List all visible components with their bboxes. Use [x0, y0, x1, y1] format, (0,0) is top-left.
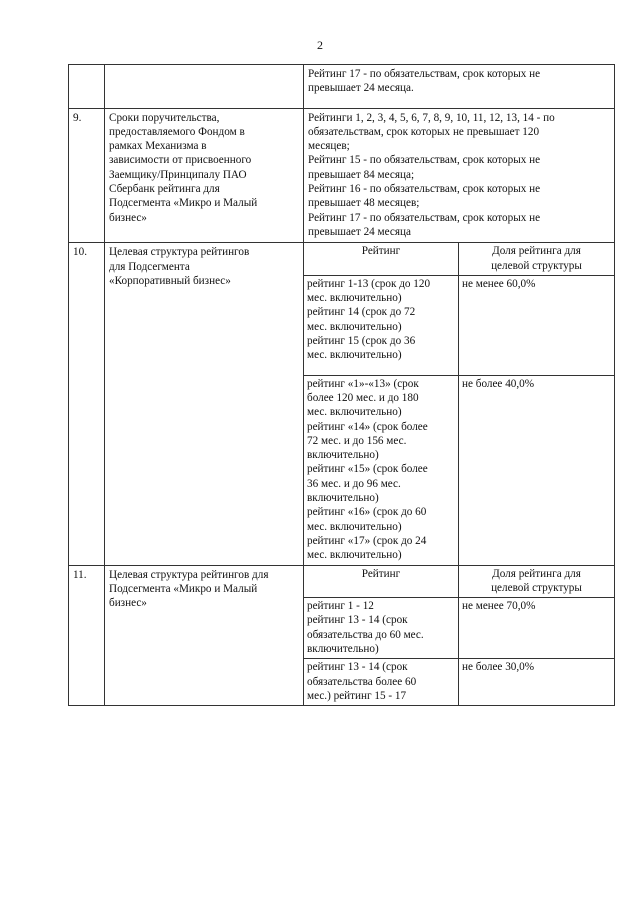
text-line: включительно): [307, 449, 379, 462]
row-number: 10.: [69, 243, 105, 565]
text-line: мес.) рейтинг 15 - 17: [307, 689, 407, 702]
text-line: целевой структуры: [491, 259, 582, 272]
text-line: Рейтинг 16 - по обязательствам, срок которых не: [308, 183, 541, 196]
text-line: более 120 мес. и до 180: [307, 391, 419, 404]
rating-column-header: Рейтинг: [304, 566, 459, 598]
row-description: [105, 565, 304, 706]
text-line: рейтинг «1»-«13» (срок: [307, 377, 419, 390]
row-number: 11.: [69, 565, 105, 706]
text-line: обязательства до 60 мес.: [307, 628, 424, 641]
share-column-header: [459, 566, 615, 598]
text-line: Рейтинги 1, 2, 3, 4, 5, 6, 7, 8, 9, 10, 11, 12, 13, 14 - по: [308, 111, 555, 124]
text-line: превышает 48 месяцев;: [308, 197, 420, 210]
text-line: включительно): [307, 492, 379, 505]
inner-row: [304, 375, 614, 564]
text-line: мес. включительно): [307, 349, 402, 362]
text-line: зависимости от присвоенного: [109, 154, 252, 167]
share-cell: не менее 70,0%: [459, 598, 615, 659]
rating-structure-cell: [304, 243, 615, 565]
text-line: рейтинг 13 - 14 (срок: [307, 661, 408, 674]
inner-header-row: [304, 566, 614, 598]
rating-structure-cell: [304, 565, 615, 706]
row-number-cell: [69, 65, 105, 109]
share-column-header: [459, 243, 615, 275]
text-line: Доля рейтинга для: [492, 245, 581, 258]
text-line: рейтинг «15» (срок более: [307, 463, 428, 476]
text-line: Рейтинг 15 - по обязательствам, срок которых не: [308, 154, 541, 167]
page-number: 2: [317, 38, 323, 52]
rating-cell: [304, 375, 459, 564]
text-line: Целевая структура рейтингов: [109, 246, 250, 259]
text-line: 72 мес. и до 156 мес.: [307, 434, 407, 447]
row-number: 9.: [69, 108, 105, 243]
text-line: «Корпоративный бизнес»: [109, 274, 231, 287]
text-line: Рейтинг 17 - по обязательствам, срок которых не: [308, 68, 541, 80]
inner-row: [304, 275, 614, 375]
text-line: рейтинг 13 - 14 (срок: [307, 614, 408, 627]
table-row-10: [69, 243, 615, 565]
text-line: бизнес»: [109, 597, 147, 610]
inner-row: [304, 598, 614, 659]
table-row-11: [69, 565, 615, 706]
rating-cell: [304, 598, 459, 659]
rating-column-header: Рейтинг: [304, 243, 459, 275]
text-line: Рейтинг 17 - по обязательствам, срок которых не: [308, 211, 541, 224]
text-line: мес. включительно): [307, 292, 402, 305]
text-line: бизнес»: [109, 211, 147, 224]
text-line: Сбербанк рейтинга для: [109, 183, 220, 196]
terms-table: [68, 64, 615, 706]
text-line: предоставляемого Фондом в: [109, 125, 245, 138]
share-cell: не более 40,0%: [459, 375, 615, 564]
row-description: [105, 243, 304, 565]
row-value-cell: [304, 65, 615, 109]
rating-structure-table: [304, 243, 614, 564]
text-line: целевой структуры: [491, 581, 582, 594]
table-row-continuation: [69, 65, 615, 109]
text-line: рейтинг 14 (срок до 72: [307, 306, 416, 319]
text-line: Целевая структура рейтингов для: [109, 568, 269, 581]
text-line: рамках Механизма в: [109, 140, 207, 153]
text-line: включительно): [307, 642, 379, 655]
text-line: Сроки поручительства,: [109, 111, 220, 124]
text-line: рейтинг 15 (срок до 36: [307, 335, 416, 348]
row-description: [105, 108, 304, 243]
rating-cell: [304, 659, 459, 705]
text-line: превышает 24 месяца: [308, 225, 411, 238]
text-line: мес. включительно): [307, 406, 402, 419]
text-line: 36 мес. и до 96 мес.: [307, 477, 401, 490]
text-line: Заемщику/Принципалу ПАО: [109, 168, 247, 181]
row-description-cell: [105, 65, 304, 109]
text-line: обязательства более 60: [307, 675, 417, 688]
text-line: для Подсегмента: [109, 260, 190, 273]
share-cell: не менее 60,0%: [459, 275, 615, 375]
text-line: мес. включительно): [307, 520, 402, 533]
share-cell: не более 30,0%: [459, 659, 615, 705]
rating-structure-table: [304, 566, 614, 706]
text-line: превышает 24 месяца.: [308, 82, 414, 95]
text-line: рейтинг «14» (срок более: [307, 420, 428, 433]
text-line: рейтинг 1 - 12: [307, 600, 374, 613]
text-line: Подсегмента «Микро и Малый: [109, 197, 258, 210]
inner-row: [304, 659, 614, 705]
text-line: мес. включительно): [307, 549, 402, 562]
table-row-9: [69, 108, 615, 243]
text-line: обязательствам, срок которых не превышает 120: [308, 125, 540, 138]
text-line: превышает 84 месяца;: [308, 168, 415, 181]
text-line: мес. включительно): [307, 320, 402, 333]
text-line: рейтинг «17» (срок до 24: [307, 534, 427, 547]
rating-cell: [304, 275, 459, 375]
text-line: рейтинг 1-13 (срок до 120: [307, 277, 431, 290]
text-line: месяцев;: [308, 140, 350, 153]
text-line: Доля рейтинга для: [492, 567, 581, 580]
text-line: Подсегмента «Микро и Малый: [109, 582, 258, 595]
row-value: [304, 108, 615, 243]
inner-header-row: [304, 243, 614, 275]
text-line: рейтинг «16» (срок до 60: [307, 506, 427, 519]
